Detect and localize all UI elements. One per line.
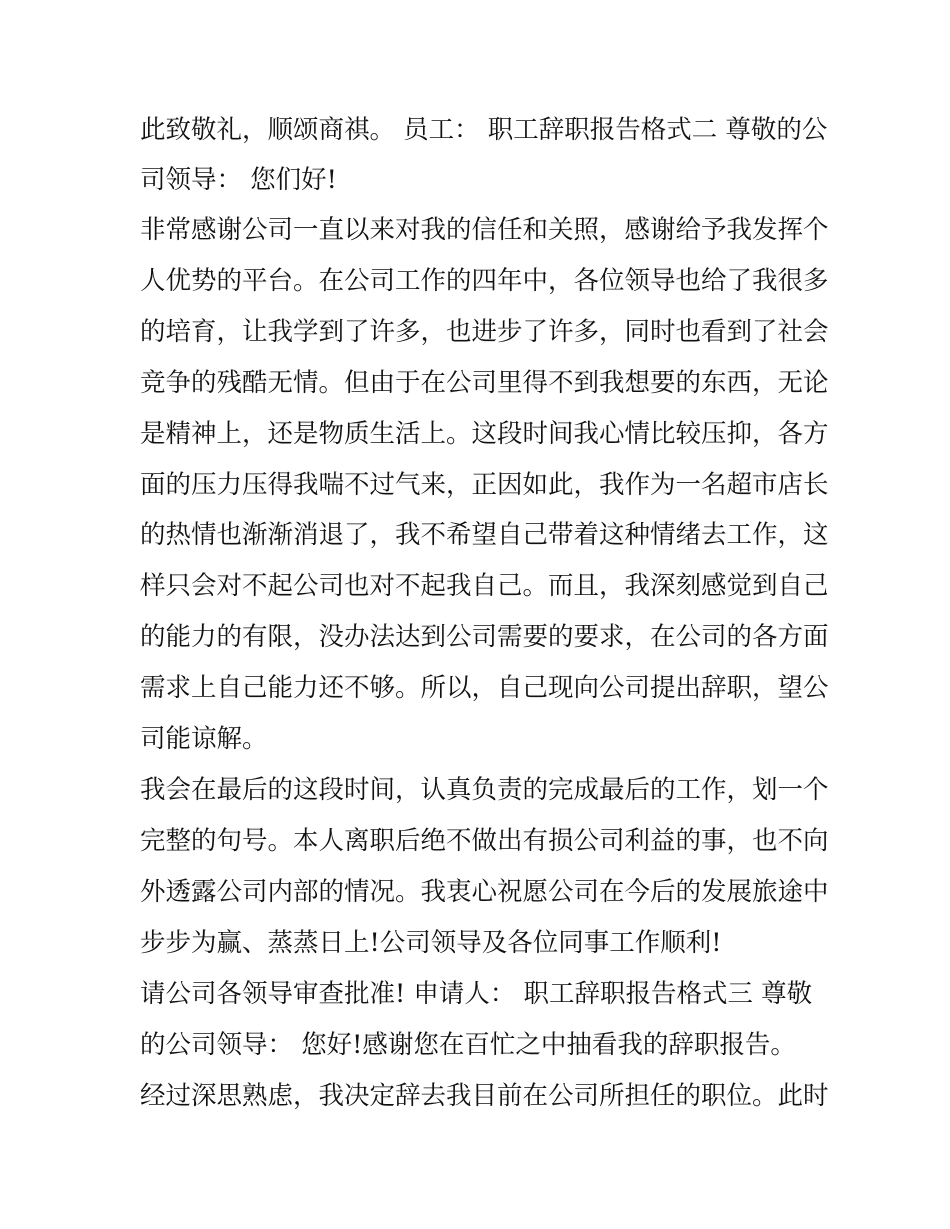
text-line: 的热情也渐渐消退了，我不希望自己带着这种情绪去工作，这 [140,520,829,550]
text-line: 外透露公司内部的情况。我衷心祝愿公司在今后的发展旅途中 [140,877,829,907]
text-line: 的培育，让我学到了许多，也进步了许多，同时也看到了社会 [140,317,829,347]
text-line: 面的压力压得我喘不过气来，正因如此，我作为一名超市店长 [140,470,829,500]
text-line: 是精神上，还是物质生活上。这段时间我心情比较压抑，各方 [140,419,829,449]
text-line: 非常感谢公司一直以来对我的信任和关照，感谢给予我发挥个 [140,215,829,245]
text-line: 此致敬礼，顺颂商祺。 员工： 职工辞职报告格式二 尊敬的公 [140,115,828,145]
text-line: 司能谅解。 [140,724,268,754]
text-line: 样只会对不起公司也对不起我自己。而且，我深刻感觉到自己 [140,571,829,601]
text-line: 需求上自己能力还不够。所以，自己现向公司提出辞职，望公 [140,673,829,703]
text-line: 我会在最后的这段时间，认真负责的完成最后的工作，划一个 [140,775,829,805]
text-line: 人优势的平台。在公司工作的四年中，各位领导也给了我很多 [140,266,829,296]
text-line: 完整的句号。本人离职后绝不做出有损公司利益的事，也不向 [140,826,829,856]
text-line: 经过深思熟虑，我决定辞去我目前在公司所担任的职位。此时 [140,1081,829,1111]
text-line: 请公司各领导审查批准! 申请人： 职工辞职报告格式三 尊敬 [140,979,813,1009]
text-line: 竞争的残酷无情。但由于在公司里得不到我想要的东西，无论 [140,368,829,398]
text-line: 的公司领导： 您好!感谢您在百忙之中抽看我的辞职报告。 [140,1030,796,1060]
text-line: 司领导： 您们好! [140,165,337,195]
text-line: 的能力的有限，没办法达到公司需要的要求，在公司的各方面 [140,622,829,652]
text-line: 步步为赢、蒸蒸日上!公司领导及各位同事工作顺利! [140,928,722,958]
